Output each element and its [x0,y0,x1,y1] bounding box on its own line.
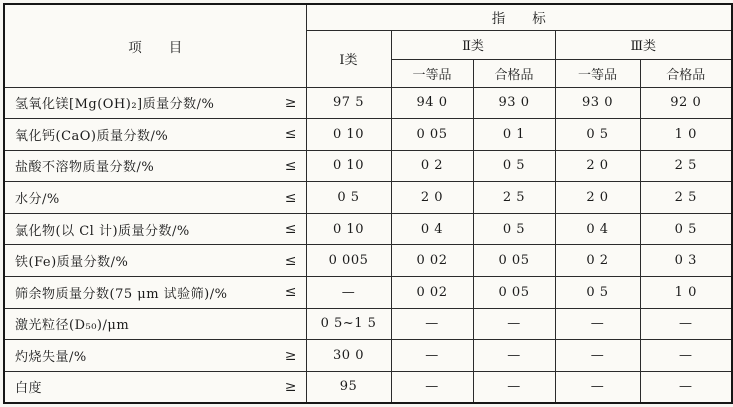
item-label: 盐酸不溶物质量分数/% [15,160,155,176]
value-cell: 97 5 [306,87,391,119]
value-cell: 0 5 [306,182,391,214]
value-cell: 0 02 [391,277,473,309]
value-cell: — [640,308,732,340]
value-cell: 0 5~1 5 [306,308,391,340]
value-cell: — [473,371,555,403]
table-row [4,150,732,182]
col-header-class2: Ⅱ类 [391,30,555,59]
table-row [4,119,732,151]
item-cell [4,213,306,245]
item-label: 灼烧失量/% [15,350,87,366]
item-label: 氯化物(以 Cl 计)质量分数/% [15,223,190,239]
item-cell [4,308,306,340]
table-row [4,245,732,277]
value-cell: 92 0 [640,87,732,119]
item-cell [4,245,306,277]
table-row [4,87,732,119]
value-cell: — [555,308,640,340]
value-cell: 0 5 [555,119,640,151]
limit-symbol: ≤ [284,157,297,174]
limit-symbol: ≥ [284,378,297,395]
value-cell: 0 05 [473,277,555,309]
col-header-class2-first-grade: 一等品 [391,59,473,87]
limit-symbol: ≥ [284,94,297,111]
item-label: 氧化钙(CaO)质量分数/% [15,128,169,144]
value-cell: 0 5 [555,277,640,309]
value-cell: 2 5 [473,182,555,214]
limit-symbol: ≤ [284,284,297,301]
value-cell: 0 2 [391,150,473,182]
value-cell: 0 3 [640,245,732,277]
value-cell: 0 1 [473,119,555,151]
value-cell: 30 0 [306,340,391,372]
value-cell: — [640,371,732,403]
col-header-class2-qualified: 合格品 [473,59,555,87]
value-cell: 0 2 [555,245,640,277]
item-label: 铁(Fe)质量分数/% [15,255,129,271]
col-header-class3: Ⅲ类 [555,30,732,59]
value-cell: 0 10 [306,150,391,182]
value-cell: 93 0 [473,87,555,119]
value-cell: — [473,308,555,340]
item-label: 白度 [15,381,43,397]
col-header-class3-qualified: 合格品 [640,59,732,87]
item-cell [4,87,306,119]
value-cell: 0 05 [391,119,473,151]
col-header-item: 项 目 [4,4,306,87]
value-cell: 0 5 [473,213,555,245]
value-cell: 0 4 [555,213,640,245]
value-cell: 93 0 [555,87,640,119]
table-row [4,308,732,340]
item-cell [4,119,306,151]
item-label: 激光粒径(D₅₀)/μm [15,318,130,334]
value-cell: — [473,340,555,372]
value-cell: — [391,371,473,403]
item-cell [4,371,306,403]
value-cell: 1 0 [640,277,732,309]
item-label: 水分/% [15,192,60,208]
value-cell: — [306,277,391,309]
value-cell: 94 0 [391,87,473,119]
value-cell: — [555,340,640,372]
value-cell: — [555,371,640,403]
col-header-class3-first-grade: 一等品 [555,59,640,87]
spec-table [3,3,733,404]
value-cell: 0 4 [391,213,473,245]
value-cell: 1 0 [640,119,732,151]
table-row [4,371,732,403]
value-cell: 2 5 [640,182,732,214]
limit-symbol: ≤ [284,126,297,143]
item-label: 氢氧化镁[Mg(OH)₂]质量分数/% [15,97,215,113]
item-cell [4,277,306,309]
table-row [4,340,732,372]
value-cell: 2 5 [640,150,732,182]
col-header-indicator: 指 标 [306,4,732,30]
value-cell: — [391,340,473,372]
item-cell [4,340,306,372]
item-label: 筛余物质量分数(75 μm 试验筛)/% [15,286,228,302]
value-cell: — [640,340,732,372]
value-cell: 2 0 [391,182,473,214]
value-cell: 2 0 [555,150,640,182]
value-cell: 0 5 [473,150,555,182]
limit-symbol: ≥ [284,347,297,364]
value-cell: 0 05 [473,245,555,277]
limit-symbol: ≤ [284,189,297,206]
value-cell: 0 10 [306,119,391,151]
col-header-class1: Ⅰ类 [306,30,391,87]
value-cell: 0 10 [306,213,391,245]
value-cell: 0 005 [306,245,391,277]
item-cell [4,182,306,214]
item-cell [4,150,306,182]
value-cell: 95 [306,371,391,403]
table-row [4,213,732,245]
table-row [4,182,732,214]
value-cell: 2 0 [555,182,640,214]
table-row [4,277,732,309]
limit-symbol: ≤ [284,221,297,238]
value-cell: — [391,308,473,340]
value-cell: 0 5 [640,213,732,245]
limit-symbol: ≤ [284,252,297,269]
value-cell: 0 02 [391,245,473,277]
